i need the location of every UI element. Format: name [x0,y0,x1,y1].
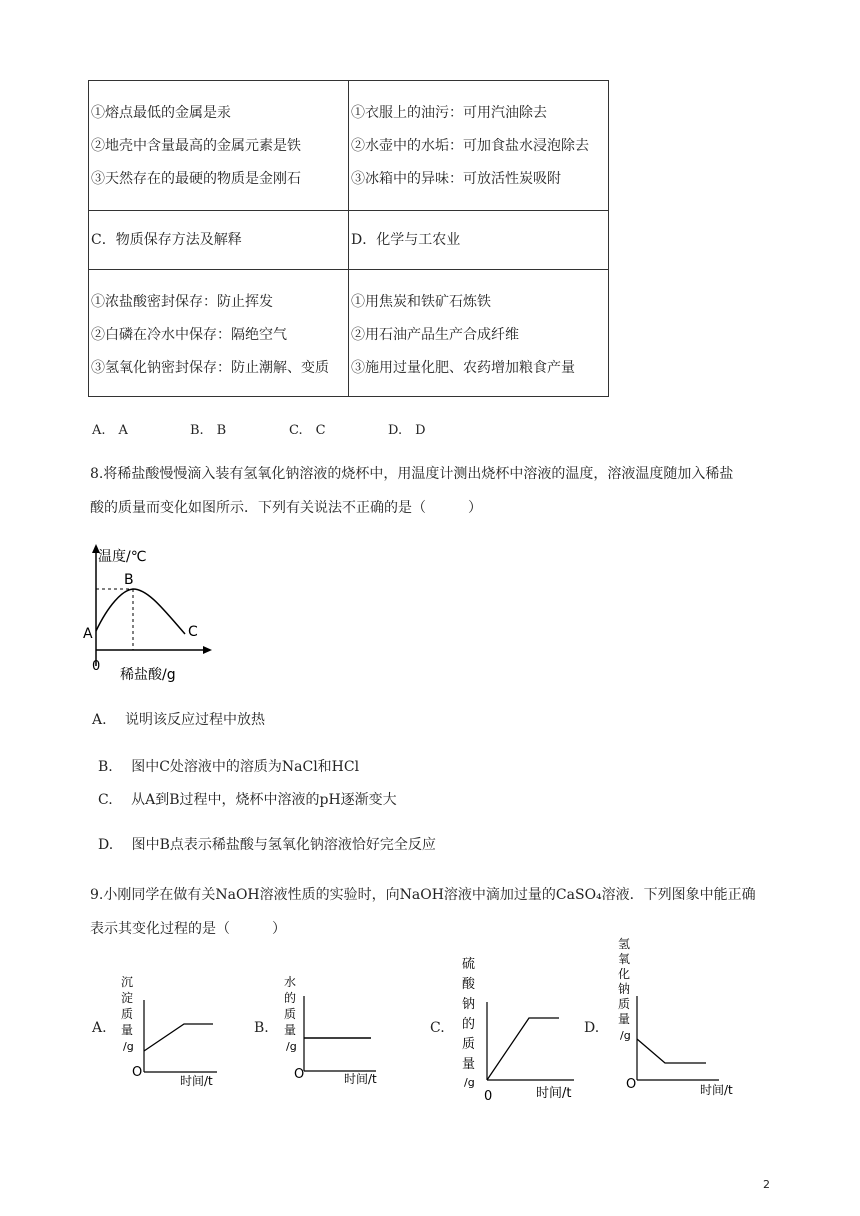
q9-graph-d[interactable] [612,930,752,1100]
svg-text:/g: /g [286,1040,297,1053]
origin-label: 0 [92,659,101,674]
table-line: ③氢氧化钠密封保存：防止潮解、变质 [91,360,329,376]
page-number: 2 [763,1178,770,1191]
table-line: ①衣服上的油污：可用汽油除去 [351,105,547,121]
table-line: ①浓盐酸密封保存：防止挥发 [91,294,273,310]
table-cell-b [349,81,609,211]
graph-line [144,1024,213,1051]
q9-graph-c[interactable] [456,952,586,1106]
x-arrow [203,646,212,654]
svg-text:沉: 沉 [121,975,134,989]
svg-text:量: 量 [462,1057,476,1072]
svg-text:/g: /g [464,1076,475,1089]
table-cell-a [89,81,349,211]
svg-text:/g: /g [123,1040,134,1053]
choice-c[interactable]: C. C [289,423,326,438]
svg-text:水: 水 [284,975,297,989]
options-table [88,80,609,397]
svg-text:时间/t: 时间/t [180,1074,213,1088]
table-line: ①熔点最低的金属是汞 [91,105,231,121]
point-a-label: A [83,626,93,642]
svg-text:O: O [626,1077,637,1092]
svg-text:质: 质 [284,1007,297,1021]
table-line: ①用焦炭和铁矿石炼铁 [351,294,491,310]
q9-option-c-letter[interactable]: C. [430,1020,445,1036]
svg-text:淀: 淀 [121,991,134,1005]
table-cell-c [89,270,349,397]
choice-a[interactable]: A. A [92,423,128,438]
svg-text:氧: 氧 [618,952,631,966]
svg-text:钠: 钠 [618,982,631,996]
table-line: ②白磷在冷水中保存：隔绝空气 [91,327,287,343]
svg-text:/g: /g [620,1029,631,1042]
point-b-label: B [124,572,134,588]
graph-line [487,1018,559,1080]
table-line: ③天然存在的最硬的物质是金刚石 [91,171,301,187]
q8-option-a[interactable]: A. 说明该反应过程中放热 [92,712,266,728]
svg-text:O: O [294,1067,305,1082]
table-line: ②地壳中含量最高的金属元素是铁 [91,138,301,154]
q8-option-b[interactable]: B. 图中C处溶液中的溶质为NaCl和HCl [98,759,360,775]
svg-text:酸: 酸 [462,977,476,992]
svg-text:量: 量 [618,1012,631,1026]
svg-text:的: 的 [462,1017,476,1032]
table-header-d: D．化学与工农业 [349,211,609,270]
choice-b[interactable]: B. B [190,423,227,438]
temperature-curve [96,589,185,634]
temperature-graph [80,538,240,688]
point-c-label: C [188,624,198,640]
table-line: ③施用过量化肥、农药增加粮食产量 [351,360,575,376]
svg-text:时间/t: 时间/t [536,1086,572,1101]
svg-text:的: 的 [284,991,297,1005]
q9-graph-b[interactable] [280,968,390,1092]
svg-text:时间/t: 时间/t [344,1072,377,1086]
svg-text:量: 量 [121,1023,134,1037]
y-axis-label: 温度/℃ [98,549,147,565]
svg-text:O: O [132,1065,143,1080]
svg-text:氢: 氢 [618,937,631,951]
graph-line [637,1039,706,1063]
svg-text:硫: 硫 [462,957,476,972]
table-cell-d [349,270,609,397]
q8-option-c[interactable]: C. 从A到B过程中，烧杯中溶液的pH逐渐变大 [98,792,397,808]
question-8-stem: 8.将稀盐酸慢慢滴入装有氢氧化钠溶液的烧杯中，用温度计测出烧杯中溶液的温度，溶液温度随加入稀盐 酸的质量而变化如图所示．下列有关说法不正确的是（ ） [90,466,734,516]
question-9-stem: 9.小刚同学在做有关NaOH溶液性质的实验时，向NaOH溶液中滴加过量的CaSO₄溶液．下列图象中能正确 表示其变化过程的是（ ） [90,887,756,937]
svg-text:钠: 钠 [462,997,476,1012]
q9-option-d-letter[interactable]: D. [584,1020,600,1036]
svg-text:量: 量 [284,1023,297,1037]
table-line: ②水壶中的水垢：可加食盐水浸泡除去 [351,138,589,154]
table-header-c: C．物质保存方法及解释 [89,211,349,270]
svg-text:质: 质 [462,1037,476,1052]
svg-text:质: 质 [618,997,631,1011]
q9-graph-a[interactable] [118,968,228,1092]
table-line: ②用石油产品生产合成纤维 [351,327,519,343]
table-line: ③冰箱中的异味：可放活性炭吸附 [351,171,561,187]
choice-d[interactable]: D. D [388,423,426,438]
x-axis-label: 稀盐酸/g [120,667,176,683]
q9-option-a-letter[interactable]: A. [92,1020,107,1036]
q8-option-d[interactable]: D. 图中B点表示稀盐酸与氢氧化钠溶液恰好完全反应 [98,837,436,853]
svg-text:化: 化 [618,967,631,981]
svg-text:时间/t: 时间/t [700,1083,733,1097]
q9-option-b-letter[interactable]: B. [254,1020,269,1036]
svg-text:0: 0 [484,1089,493,1104]
svg-text:质: 质 [121,1007,134,1021]
